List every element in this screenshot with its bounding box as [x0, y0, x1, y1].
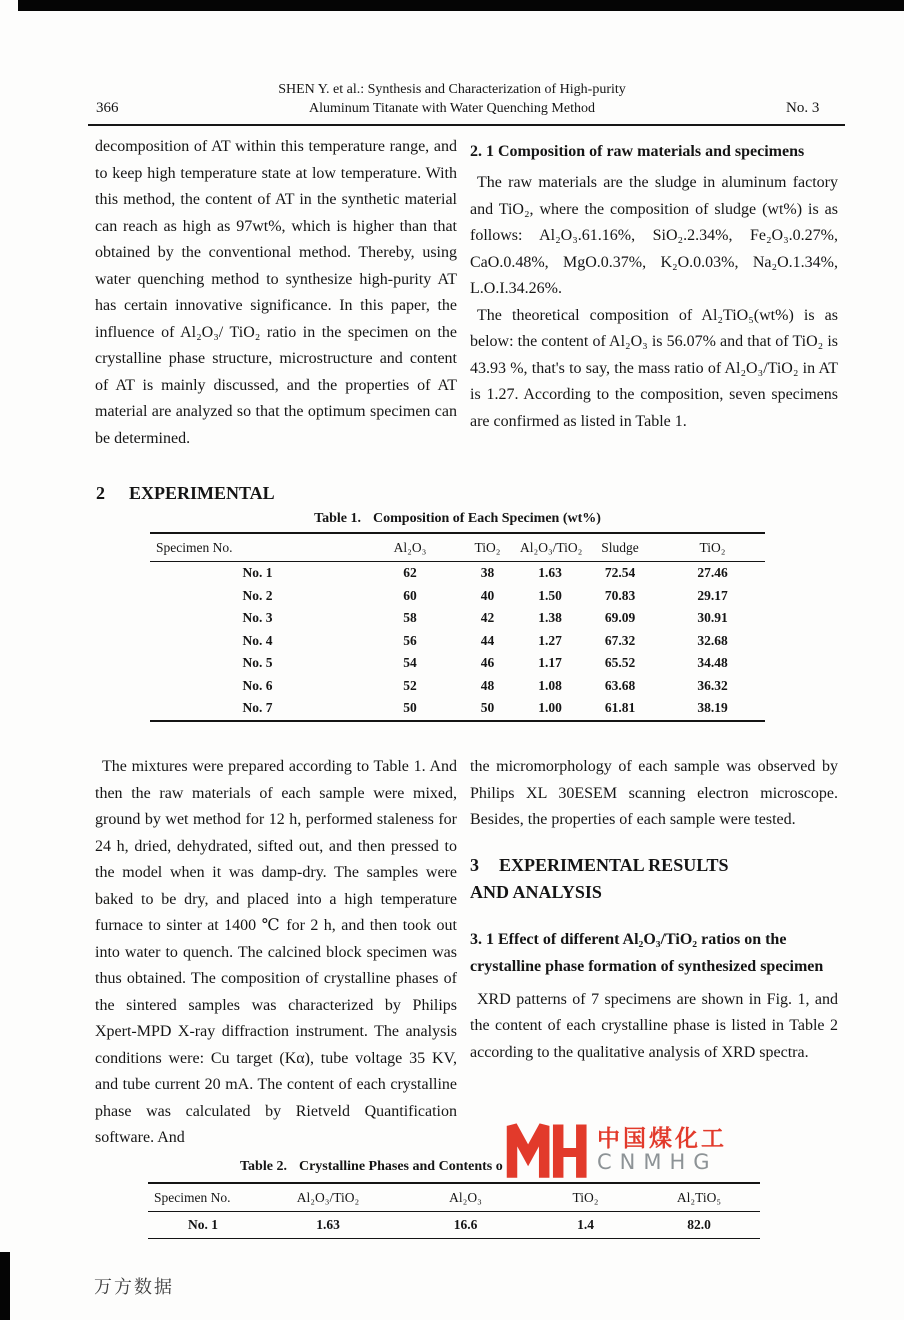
- scan-artifact-left-bar: [0, 1252, 10, 1320]
- section-3-title-line2: AND ANALYSIS: [470, 881, 602, 902]
- table1-header-cell: Sludge: [601, 539, 639, 555]
- table1-header-cell: Specimen No.: [156, 539, 233, 555]
- table2-caption: [240, 1159, 503, 1175]
- methods-column: [95, 754, 457, 1152]
- header-rule: [88, 124, 845, 126]
- section-2-heading: [96, 483, 275, 504]
- running-title-line1: SHEN Y. et al.: Synthesis and Characterization of High-purity: [278, 82, 626, 97]
- table2-header-row: [148, 1184, 760, 1212]
- table1-header-cell: Al₂O₃: [393, 539, 427, 555]
- section-3-1-heading: 3. 1 Effect of different Al₂O₃/TiO₂ ratios on the crystalline phase formation of synthesized specimen: [470, 930, 824, 975]
- wanfang-watermark: 万方数据: [94, 1277, 174, 1298]
- issue-number: No. 3: [786, 100, 820, 116]
- table-row: No. 4 56 44 1.27 67.32 32.68: [242, 632, 728, 648]
- table2-caption-text: Crystalline Phases and Contents o: [298, 1159, 503, 1174]
- table2-header-cell: Al₂O₃/TiO₂: [296, 1189, 360, 1205]
- page-number: 366: [96, 100, 119, 116]
- table2-header-cell: Specimen No.: [154, 1189, 231, 1205]
- watermark-latin-text: CNMHG: [597, 1150, 718, 1174]
- scan-artifact-top-bar: [18, 0, 904, 11]
- section-2-1-heading: 2. 1 Composition of raw materials and specimens: [470, 143, 805, 160]
- table1-header-cell: Al₂O₃/TiO₂: [520, 539, 583, 555]
- table-row: No. 1 62 38 1.63 72.54 27.46: [242, 565, 728, 581]
- table1-header-cell: TiO₂: [474, 539, 501, 555]
- intro-paragraph: decomposition of AT within this temperature range, and to keep high temperature state at low temperature. With this method, the content of AT in the synthetic material can reach as high as 97wt%, which is higher than that obtained by the conventional method. Thereby, using water quenching method to synthesize high-purity AT has certain innovative significance. In this paper, the influence of Al₂O₃/ TiO₂ ratio in the specimen on the crystalline phase structure, microstructure and content of AT is mainly discussed, and the properties of AT material are analyzed so that the optimum specimen can be determined.: [95, 138, 457, 447]
- section-3-title-line1: EXPERIMENTAL RESULTS: [499, 854, 729, 875]
- section-2-1-column: [470, 138, 838, 435]
- table1: [150, 532, 765, 722]
- section-3-number: 3: [470, 854, 479, 875]
- section-2-number: 2: [96, 483, 105, 503]
- table2-header-cell: TiO₂: [572, 1189, 599, 1205]
- table-row: No. 7 50 50 1.00 61.81 38.19: [242, 700, 728, 716]
- section-3-heading: [470, 852, 838, 906]
- section-2-title: EXPERIMENTAL: [129, 483, 275, 503]
- table2: [148, 1182, 760, 1239]
- table2-header-cell: Al₂O₃: [449, 1189, 482, 1205]
- cnmhg-logo-icon: [505, 1115, 589, 1183]
- table-row: No. 1 1.63 16.6 1.4 82.0: [188, 1217, 711, 1232]
- watermark-chinese-text: 中国煤化工: [597, 1126, 727, 1152]
- table1-caption-text: Composition of Each Specimen (wt%): [373, 511, 601, 526]
- table-row: No. 6 52 48 1.08 63.68 36.32: [242, 677, 728, 693]
- table1-header-row: [150, 534, 765, 562]
- intro-paragraph-column: [95, 134, 457, 452]
- table-row: No. 3 58 42 1.38 69.09 30.91: [242, 610, 728, 626]
- running-title-line2: Aluminum Titanate with Water Quenching Method: [309, 101, 595, 116]
- xrd-paragraph: XRD patterns of 7 specimens are shown in Fig. 1, and the content of each crystalline phase is listed in Table 2 according to the qualitative analysis of XRD spectra.: [470, 990, 838, 1061]
- results-column: [470, 754, 838, 1066]
- theoretical-composition-paragraph: The theoretical composition of Al₂TiO₅(wt%) is as below: the content of Al₂O₃ is 56.07% and that of TiO₂ is 43.93 %, that's to say, the mass ratio of Al₂O₃/TiO₂ in AT is 1.27. According to the composition, seven specimens are confirmed as listed in Table 1.: [470, 306, 838, 430]
- raw-materials-paragraph: The raw materials are the sludge in aluminum factory and TiO₂, where the composition of sludge (wt%) is as follows: Al₂O₃.61.16%, SiO₂.2.34%, Fe₂O₃.0.27%, CaO.0.48%, MgO.0.37%, K₂O.0.03%, Na₂O.1.34%, L.O.I.34.26%.: [470, 174, 838, 297]
- morphology-paragraph: the micromorphology of each sample was observed by Philips XL 30ESEM scanning electron microscope. Besides, the properties of each sample were tested.: [470, 758, 838, 828]
- table-row: No. 5 54 46 1.17 65.52 34.48: [242, 655, 728, 671]
- methods-paragraph: The mixtures were prepared according to Table 1. And then the raw materials of each sample were mixed, ground by wet method for 12 h, performed staleness for 24 h, dried, dehydrated, sifted out, and then pressed to the model when it was damp-dry. The samples were baked to be dry, and placed into a high temperature furnace to sinter at 1400 ℃ for 2 h, and then took out into water to quench. The calcined block specimen was thus obtained. The composition of crystalline phases of the sintered samples was characterized by Philips Xpert-MPD X-ray diffraction instrument. The analysis conditions were: Cu target (Kα), tube voltage 35 KV, and tube current 20 mA. The content of each crystalline phase was calculated by Rietveld Quantification software. And: [95, 758, 457, 1146]
- table1-caption: [150, 511, 765, 527]
- cnmhg-watermark: [503, 1113, 743, 1185]
- table2-header-cell: Al₂TiO₅: [676, 1189, 722, 1205]
- table-row: No. 2 60 40 1.50 70.83 29.17: [242, 587, 728, 603]
- running-title: [202, 80, 702, 118]
- table2-caption-label: Table 2.: [240, 1159, 287, 1174]
- table1-header-cell: TiO₂: [699, 539, 726, 555]
- table1-caption-label: Table 1.: [314, 511, 362, 526]
